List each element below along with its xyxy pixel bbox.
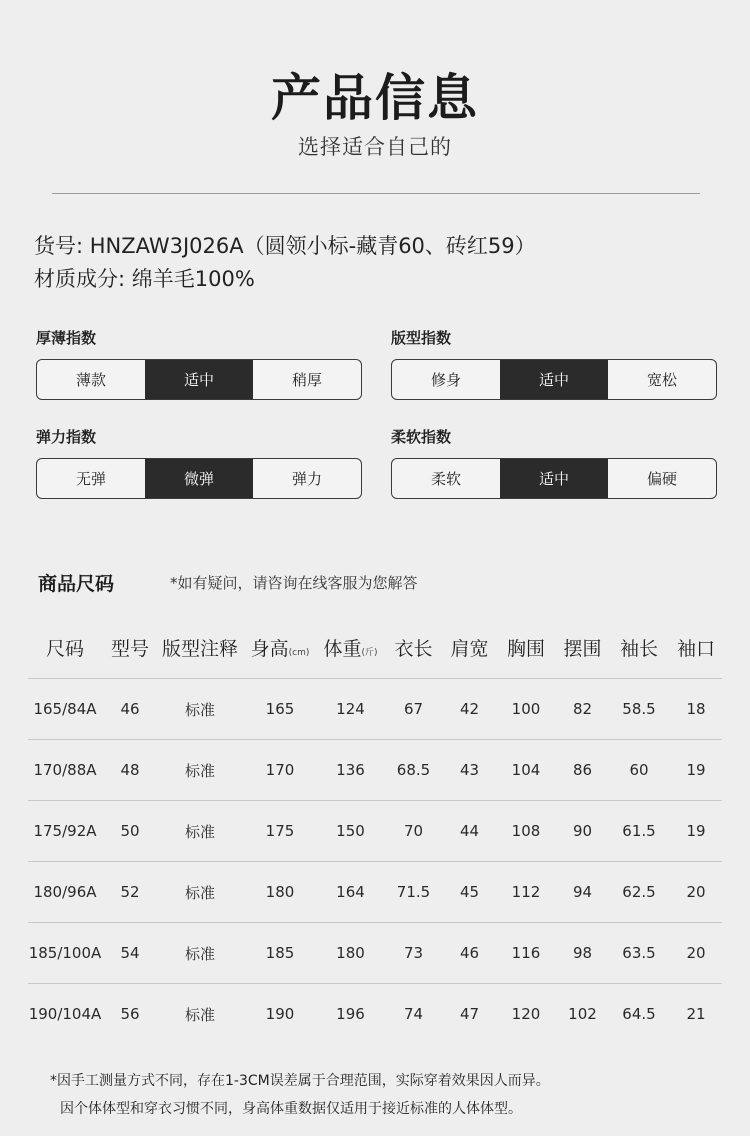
table-cell: 标准 [184, 761, 215, 780]
segment-option[interactable]: 适中 [500, 360, 608, 399]
column-header-label: 摆围 [563, 637, 602, 660]
table-cell: 175/92A [33, 822, 97, 840]
segmented-control [36, 458, 362, 499]
column-header-label: 袖长 [619, 637, 658, 660]
table-cell: 44 [459, 822, 480, 840]
table-cell: 标准 [184, 822, 215, 841]
table-cell: 102 [568, 1005, 597, 1023]
table-cell: 150 [336, 822, 365, 840]
table-cell: 18 [686, 700, 706, 718]
table-cell: 48 [120, 761, 140, 779]
table-cell: 70 [403, 822, 424, 840]
segment-option[interactable]: 薄款 [75, 371, 106, 389]
column-header [495, 634, 557, 661]
table-cell: 94 [572, 883, 593, 901]
size-section-heading: 商品尺码 [38, 573, 115, 595]
column-header [318, 634, 383, 661]
elasticity-index [36, 426, 362, 499]
table-cell: 90 [572, 822, 593, 840]
column-header-label: 胸围 [506, 637, 545, 660]
index-label: 柔软指数 [391, 428, 452, 446]
table-cell: 54 [120, 944, 140, 962]
table-cell: 170/88A [33, 761, 97, 779]
table-cell: 185/100A [28, 944, 102, 962]
segment-option[interactable]: 偏硬 [646, 470, 677, 488]
segment-option[interactable]: 修身 [430, 371, 461, 389]
table-cell: 20 [686, 944, 706, 962]
column-header [557, 634, 608, 661]
table-cell: 165/84A [33, 700, 97, 718]
table-cell: 45 [459, 883, 480, 901]
column-header-unit: (cm) [288, 647, 310, 658]
table-cell: 73 [403, 944, 424, 962]
segment-option[interactable]: 弹力 [291, 470, 322, 488]
column-header-label: 体重 [323, 637, 362, 660]
column-header-label: 型号 [110, 637, 149, 660]
column-header [608, 634, 670, 661]
table-cell: 170 [265, 761, 295, 779]
table-cell: 46 [459, 944, 480, 962]
column-header [444, 634, 495, 661]
table-cell: 108 [511, 822, 541, 840]
table-cell: 46 [120, 700, 140, 718]
table-cell: 190/104A [28, 1005, 102, 1023]
table-cell: 136 [336, 761, 365, 779]
table-cell: 86 [572, 761, 593, 779]
table-cell: 19 [686, 822, 706, 840]
table-cell: 64.5 [622, 1005, 656, 1023]
column-header-unit: (斤) [361, 647, 378, 658]
segmented-control [36, 359, 362, 400]
index-label: 弹力指数 [36, 428, 97, 446]
table-cell: 21 [686, 1005, 706, 1023]
table-cell: 67 [403, 700, 424, 718]
table-cell: 20 [686, 883, 706, 901]
sku-info: 货号: HNZAW3J026A（圆领小标-藏青60、砖红59） [34, 234, 536, 258]
table-row [28, 983, 722, 1044]
header-divider [52, 193, 700, 194]
size-table-body [28, 678, 722, 1044]
table-cell: 116 [511, 944, 541, 962]
column-header [670, 634, 722, 661]
column-header-label: 肩宽 [450, 637, 489, 660]
table-cell: 52 [120, 883, 140, 901]
table-cell: 175 [265, 822, 295, 840]
footnote-body-type: 因个体体型和穿衣习惯不同，身高体重数据仅适用于接近标准的人体体型。 [60, 1101, 522, 1117]
table-row [28, 861, 722, 922]
table-row [28, 800, 722, 861]
size-section-note: *如有疑问，请咨询在线客服为您解答 [170, 574, 418, 592]
column-header [28, 634, 102, 661]
table-cell: 60 [629, 761, 649, 779]
table-cell: 47 [459, 1005, 480, 1023]
footnote-measurement: *因手工测量方式不同，存在1-3CM误差属于合理范围，实际穿着效果因人而异。 [50, 1073, 550, 1089]
table-row [28, 739, 722, 800]
table-cell: 82 [572, 700, 593, 718]
table-cell: 56 [120, 1005, 140, 1023]
column-header [242, 634, 318, 661]
softness-index [391, 426, 717, 499]
table-cell: 98 [572, 944, 593, 962]
table-cell: 标准 [184, 883, 215, 902]
table-cell: 180 [265, 883, 295, 901]
column-header [102, 634, 158, 661]
table-row [28, 678, 722, 739]
table-cell: 112 [511, 883, 541, 901]
table-cell: 74 [403, 1005, 424, 1023]
table-cell: 42 [459, 700, 480, 718]
table-cell: 165 [265, 700, 295, 718]
segment-option[interactable]: 稍厚 [291, 371, 322, 389]
segment-option[interactable]: 适中 [145, 360, 253, 399]
table-cell: 62.5 [622, 883, 656, 901]
table-cell: 180/96A [33, 883, 97, 901]
table-cell: 58.5 [622, 700, 656, 718]
table-cell: 标准 [184, 1005, 215, 1024]
table-cell: 61.5 [622, 822, 656, 840]
table-cell: 100 [511, 700, 541, 718]
table-cell: 196 [336, 1005, 365, 1023]
table-cell: 120 [511, 1005, 541, 1023]
table-cell: 68.5 [396, 761, 431, 779]
table-cell: 180 [336, 944, 365, 962]
segment-option[interactable]: 宽松 [646, 371, 677, 389]
table-cell: 43 [459, 761, 480, 779]
material-info: 材质成分: 绵羊毛100% [34, 267, 255, 291]
index-label: 厚薄指数 [36, 329, 97, 347]
segmented-control [391, 359, 717, 400]
column-header-label: 身高 [250, 637, 289, 660]
page-subtitle: 选择适合自己的 [298, 135, 452, 159]
column-header-label: 版型注释 [161, 637, 238, 660]
index-label: 版型指数 [391, 329, 452, 347]
table-cell: 标准 [184, 700, 215, 719]
table-cell: 标准 [184, 944, 215, 963]
column-header [158, 634, 242, 661]
segment-option[interactable]: 微弹 [145, 459, 253, 498]
size-table-header [28, 616, 722, 678]
table-cell: 185 [265, 944, 295, 962]
segmented-control [391, 458, 717, 499]
column-header-label: 尺码 [45, 637, 84, 660]
segment-option[interactable]: 无弹 [75, 470, 106, 488]
table-cell: 71.5 [396, 883, 431, 901]
thickness-index [36, 327, 362, 400]
table-cell: 190 [265, 1005, 295, 1023]
page-title: 产品信息 [271, 69, 479, 127]
table-cell: 124 [336, 700, 365, 718]
table-cell: 63.5 [622, 944, 656, 962]
table-cell: 164 [336, 883, 365, 901]
column-header-label: 衣长 [394, 637, 433, 660]
table-row [28, 922, 722, 983]
column-header-label: 袖口 [676, 637, 715, 660]
column-header [383, 634, 444, 661]
table-cell: 104 [511, 761, 541, 779]
fit-index [391, 327, 717, 400]
segment-option[interactable]: 适中 [500, 459, 608, 498]
table-cell: 19 [686, 761, 706, 779]
segment-option[interactable]: 柔软 [430, 470, 461, 488]
size-table [28, 616, 722, 1044]
table-cell: 50 [120, 822, 140, 840]
